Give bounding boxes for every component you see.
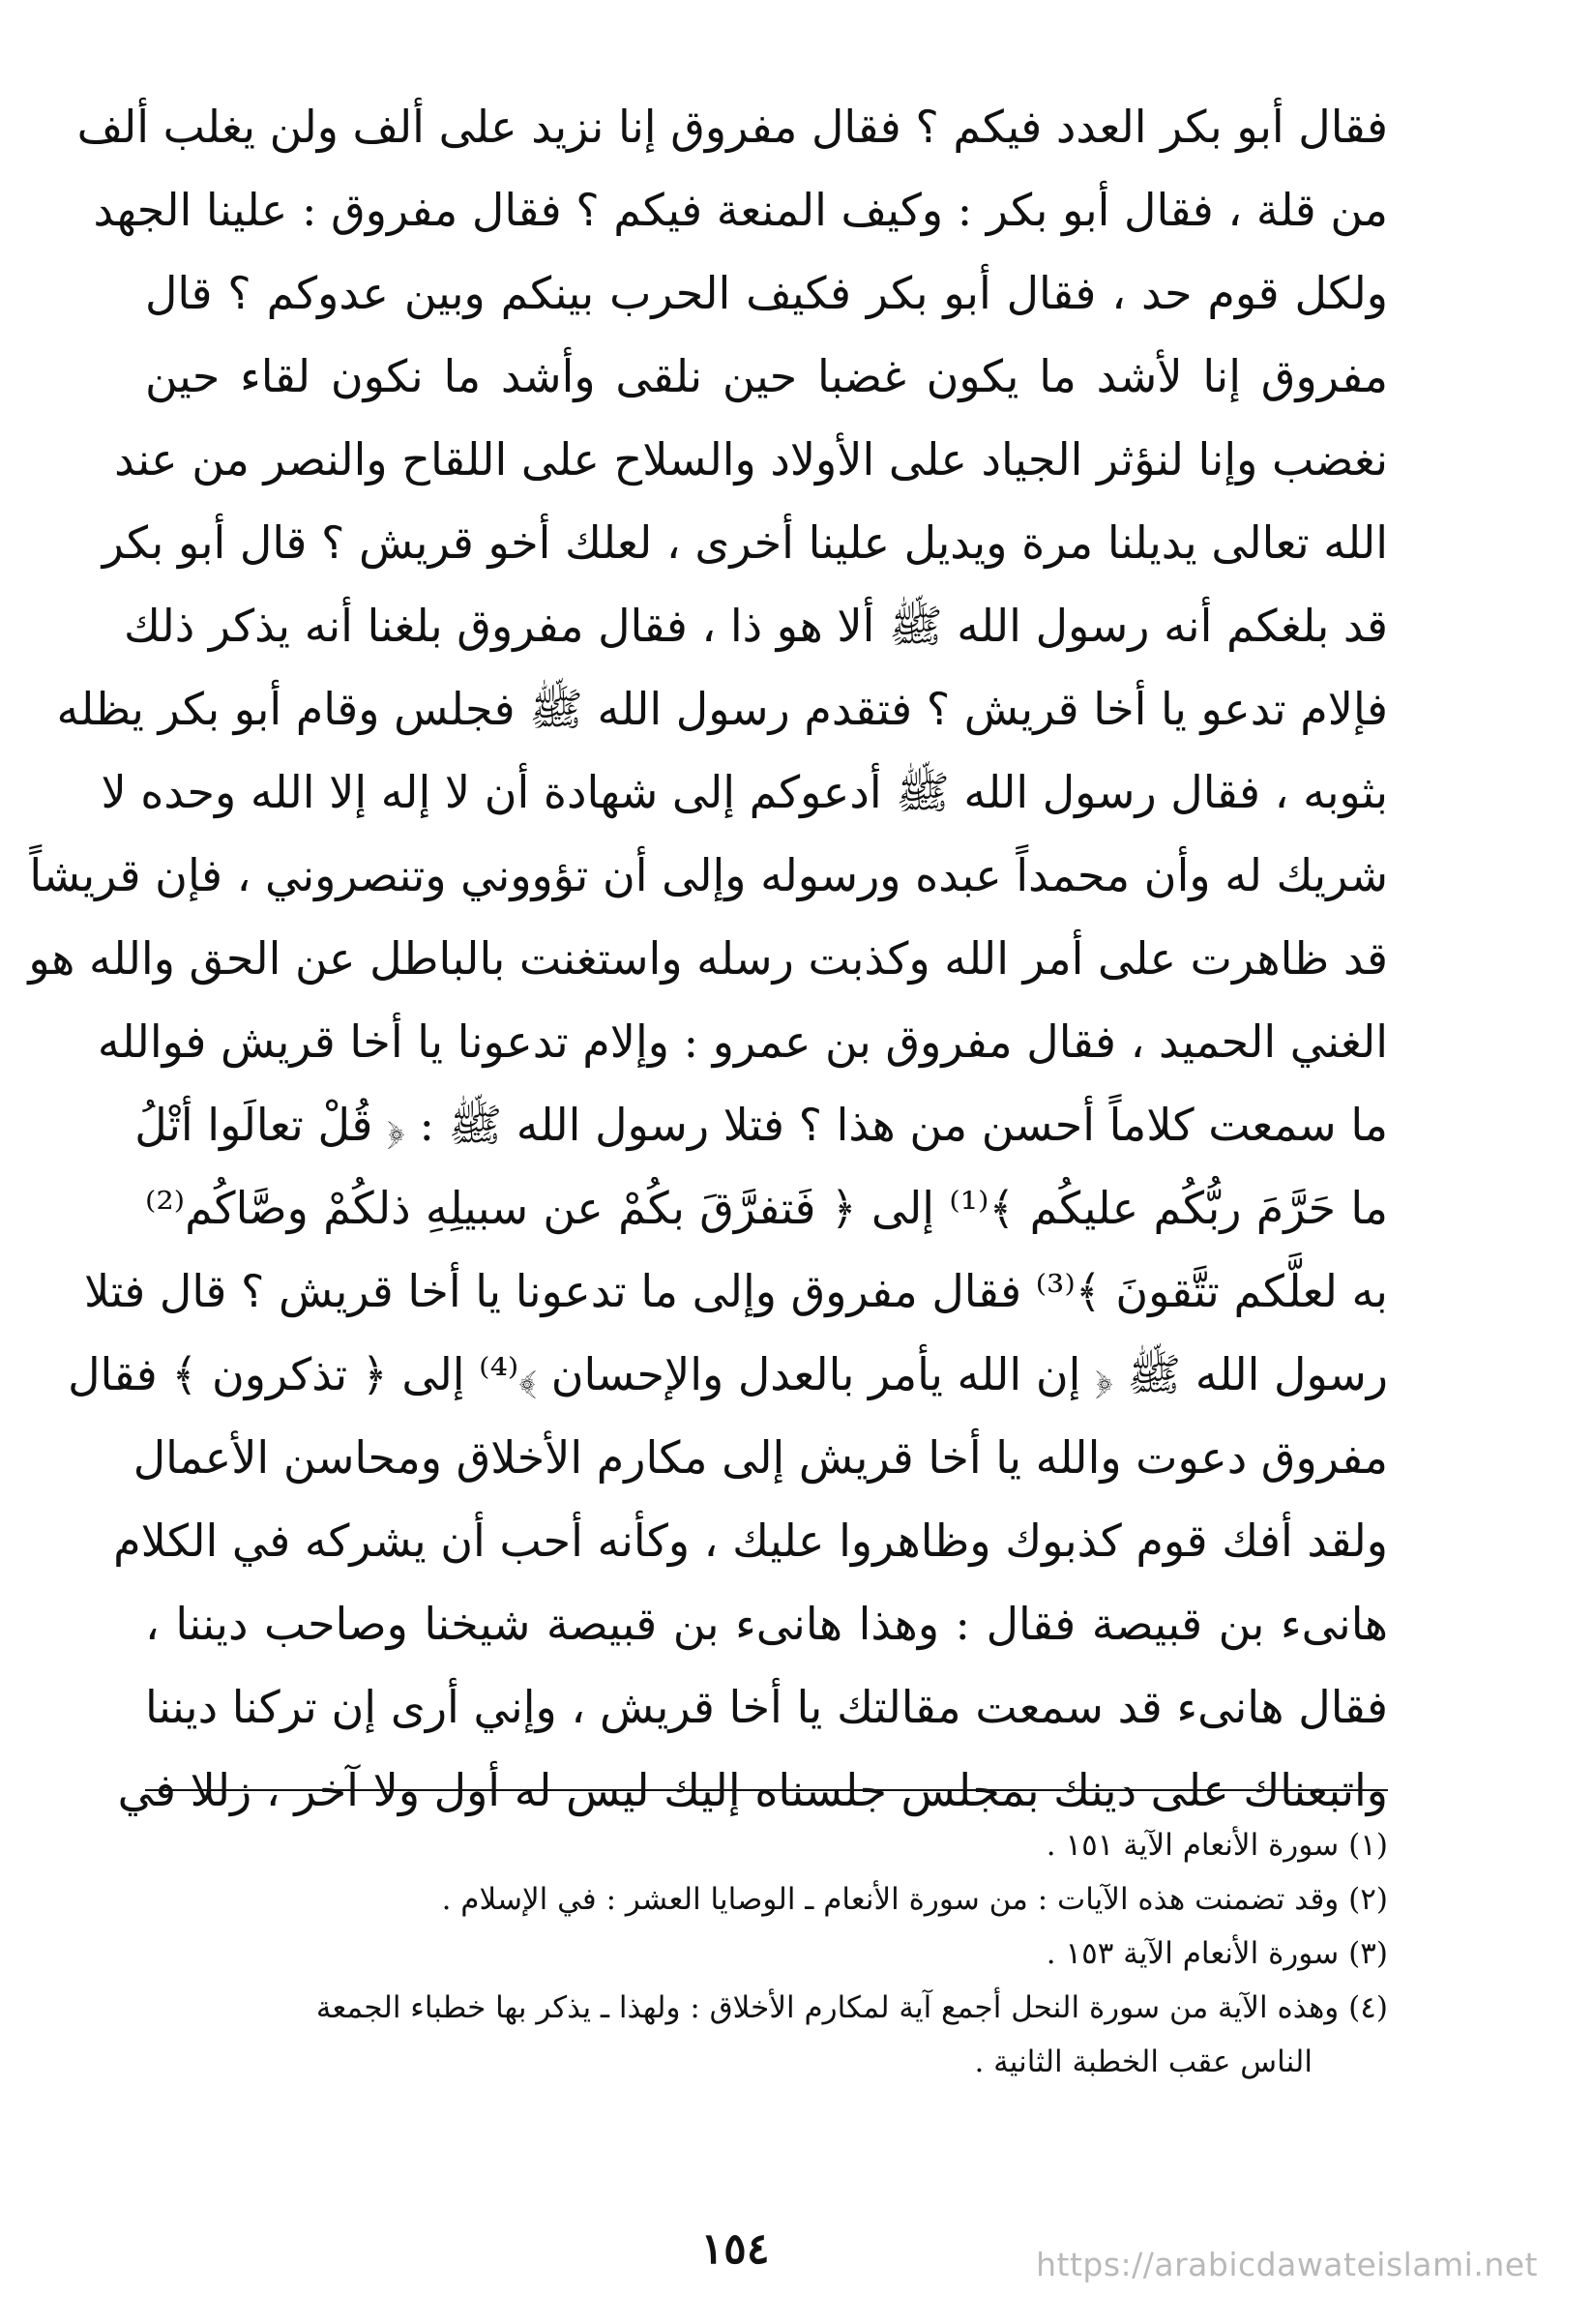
text-line: الغني الحميد ، فقال مفروق بن عمرو : وإلام تدعونا يا أخا قريش فوالله (97, 1015, 1388, 1068)
text-line: ما سمعت كلاماً أحسن من هذا ؟ فتلا رسول الله ﷺ : ﴿ قُلْ تعالَوا أتْلُ (134, 1099, 1388, 1151)
text-line: واتبعناك على دينك بمجلس جلسناه إليك ليس له أول ولا آخر ، زللا في (117, 1764, 1388, 1816)
main-text (28, 85, 1388, 1832)
text-line: ولقد أفك قوم كذبوك وظاهروا عليك ، وكأنه أحب أن يشركه في الكلام (113, 1515, 1388, 1567)
footnote-3: (٣) سورة الأنعام الآية ١٥٣ . (1046, 1936, 1388, 1971)
text-line: ما حَرَّمَ ربُّكُم عليكُم ﴾⁽¹⁾ إلى ﴿ فَتفرَّقَ بكُمْ عن سبيلِهِ ذلكُمْ وصَّاكُم⁽²⁾ (145, 1182, 1388, 1234)
text-line: قد ظاهرت على أمر الله وكذبت رسله واستغنت بالباطل عن الحق والله هو (28, 932, 1388, 985)
footnote-4: (٤) وهذه الآية من سورة النحل أجمع آية لمكارم الأخلاق : ولهذا ـ يذكر بها خطباء الجمعة (315, 1990, 1388, 2025)
text-line: ولكل قوم حد ، فقال أبو بكر فكيف الحرب بينكم وبين عدوكم ؟ قال (145, 267, 1388, 319)
footnote-2: (٢) وقد تضمنت هذه الآيات : من سورة الأنعام ـ الوصايا العشر : في الإسلام . (441, 1882, 1388, 1917)
footnote-divider (145, 1789, 1388, 1791)
text-line: فقال هانىء قد سمعت مقالتك يا أخا قريش ، وإني أرى إن تركنا ديننا (145, 1681, 1388, 1733)
text-line: بثوبه ، فقال رسول الله ﷺ أدعوكم إلى شهادة أن لا إله إلا الله وحده لا (101, 766, 1388, 818)
watermark-url: https://arabicdawateislami.net (1036, 2246, 1538, 2283)
text-line: مفروق دعوت والله يا أخا قريش إلى مكارم الأخلاق ومحاسن الأعمال (133, 1431, 1388, 1484)
text-line: نغضب وإنا لنؤثر الجياد على الأولاد والسلاح على اللقاح والنصر من عند (114, 433, 1388, 485)
text-line: فقال أبو بكر العدد فيكم ؟ فقال مفروق إنا نزيد على ألف ولن يغلب ألف (76, 101, 1388, 153)
text-line: شريك له وأن محمداً عبده ورسوله وإلى أن تؤووني وتنصروني ، فإن قريشاً (29, 849, 1388, 901)
footnotes (126, 1818, 1388, 2089)
text-line: هانىء بن قبيصة فقال : وهذا هانىء بن قبيصة شيخنا وصاحب ديننا ، (145, 1598, 1388, 1650)
footnote-4-continuation: الناس عقب الخطبة الثانية . (974, 2045, 1313, 2079)
text-line: من قلة ، فقال أبو بكر : وكيف المنعة فيكم ؟ فقال مفروق : علينا الجهد (93, 184, 1388, 236)
page-number: ١٥٤ (700, 2224, 770, 2274)
text-line: رسول الله ﷺ ﴿ إن الله يأمر بالعدل والإحسان ﴾⁽⁴⁾ إلى ﴿ تذكرون ﴾ فقال (68, 1348, 1388, 1400)
text-line: الله تعالى يديلنا مرة ويديل علينا أخرى ، لعلك أخو قريش ؟ قال أبو بكر (102, 516, 1388, 569)
footnote-1: (١) سورة الأنعام الآية ١٥١ . (1046, 1828, 1388, 1863)
text-line: به لعلَّكم تتَّقونَ ﴾⁽³⁾ فقال مفروق وإلى ما تدعونا يا أخا قريش ؟ قال فتلا (83, 1265, 1388, 1317)
text-line: فإلام تدعو يا أخا قريش ؟ فتقدم رسول الله ﷺ فجلس وقام أبو بكر يظله (56, 683, 1388, 735)
text-line: مفروق إنا لأشد ما يكون غضبا حين نلقى وأشد ما نكون لقاء حين (145, 350, 1388, 402)
text-line: قد بلغكم أنه رسول الله ﷺ ألا هو ذا ، فقال مفروق بلغنا أنه يذكر ذلك (123, 600, 1388, 652)
